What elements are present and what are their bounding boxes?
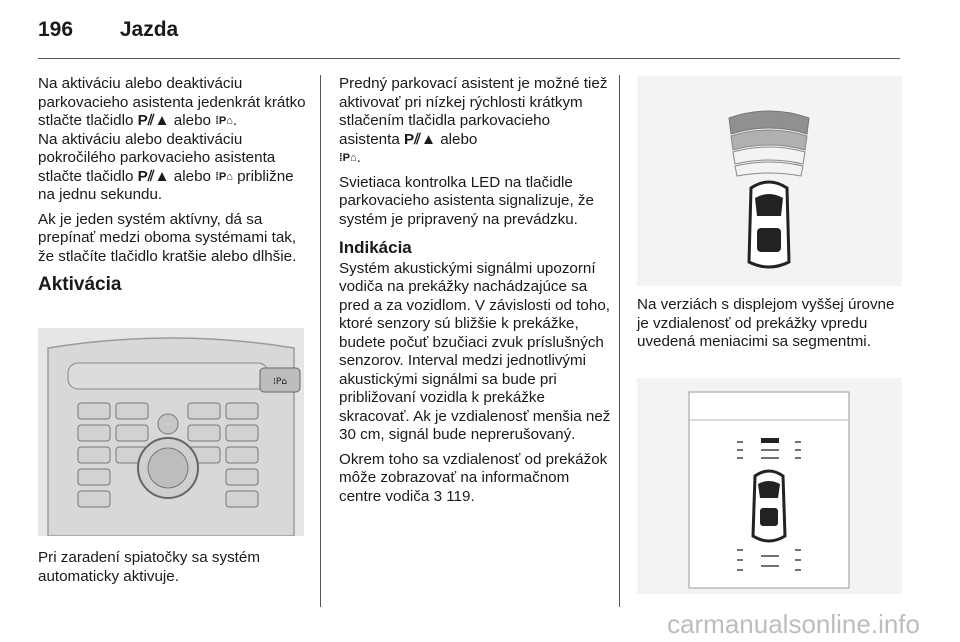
display-illustration	[637, 378, 902, 594]
svg-text:⁞P⌂: ⁞P⌂	[272, 377, 288, 387]
paragraph	[339, 75, 611, 168]
page-title: Jazda	[119, 18, 179, 41]
advanced-park-assist-icon: ⁞P⌂	[339, 152, 357, 164]
console-drawing	[38, 328, 304, 536]
park-assist-button-icon: P⫽▲	[404, 130, 436, 148]
text: alebo	[169, 112, 216, 129]
park-assist-button-icon: P⫽▲	[137, 167, 170, 185]
column-divider-2	[619, 75, 620, 607]
sensor-segments-illustration	[637, 76, 902, 286]
display-drawing	[637, 378, 902, 594]
sensor-drawing	[637, 76, 902, 286]
paragraph: Systém akustickými signálmi upozorní vodiča na prekážky nachádzajúce sa pred a za vozidlom. V závislosti od toho, ktoré senzory sú bližšie k prekážke, budete počuť bzučiaci zvuk príslušných senzorov. Interval medzi jednotlivými akustickými signálmi sa bude pri približovaní vozidla k prekážke skracovať. Ak je vzdialenosť menšia než 30 cm, signál bude neprerušovaný.	[339, 259, 611, 443]
text: .	[356, 149, 361, 166]
text: Predný parkovací asistent je možné tiež aktivovať pri nízkej rýchlosti krátkym stlačením tlačidla parkovacieho asistenta	[339, 75, 608, 148]
caption-block	[38, 549, 310, 592]
paragraph	[339, 451, 611, 507]
column-1	[38, 75, 310, 307]
paragraph: Ak je jeden systém aktívny, dá sa prepínať medzi oboma systémami tak, že stlačíte tlačidlo kratšie alebo dlhšie.	[38, 210, 297, 265]
text: .	[232, 112, 238, 129]
advanced-park-assist-icon: ⁞P⌂	[215, 115, 233, 127]
page-number: 196	[38, 18, 74, 41]
page-reference-icon: 3	[433, 487, 443, 505]
paragraph	[38, 75, 310, 131]
section-heading: Indikácia	[339, 238, 412, 257]
text: 119.	[442, 487, 475, 505]
text: Na aktiváciu alebo deaktiváciu parkovacieho asistenta jedenkrát krátko stlačte tlačidlo	[38, 75, 306, 129]
park-assist-button-icon: P⫽▲	[137, 112, 170, 129]
text: Okrem toho sa vzdialenosť od prekážok môže zobrazovať na informačnom centre vodiča	[339, 450, 608, 505]
section-heading: Aktivácia	[38, 274, 122, 295]
paragraph	[38, 131, 310, 205]
paragraph: Svietiaca kontrolka LED na tlačidle parkovacieho asistenta signalizuje, že systém je pripravený na prevádzku.	[339, 173, 594, 228]
page-header	[38, 18, 178, 42]
text: Na aktiváciu alebo deaktiváciu pokročilého parkovacieho asistenta stlačte tlačidlo	[38, 130, 276, 185]
header-rule	[38, 58, 900, 59]
paragraph: Na verziách s displejom vyššej úrovne je vzdialenosť od prekážky vpredu uvedená meniacimi sa segmentmi.	[637, 296, 895, 350]
paragraph: Pri zaradení spiatočky sa systém automaticky aktivuje.	[38, 549, 260, 585]
column-3	[637, 296, 902, 358]
console-illustration	[38, 328, 304, 536]
advanced-park-assist-icon: ⁞P⌂	[215, 170, 233, 183]
column-2	[339, 75, 611, 512]
column-divider-1	[320, 75, 321, 607]
text: alebo	[435, 130, 478, 148]
text: približne na jednu sekundu.	[38, 167, 294, 203]
text: alebo	[169, 167, 216, 185]
watermark: carmanualsonline.info	[667, 609, 920, 639]
